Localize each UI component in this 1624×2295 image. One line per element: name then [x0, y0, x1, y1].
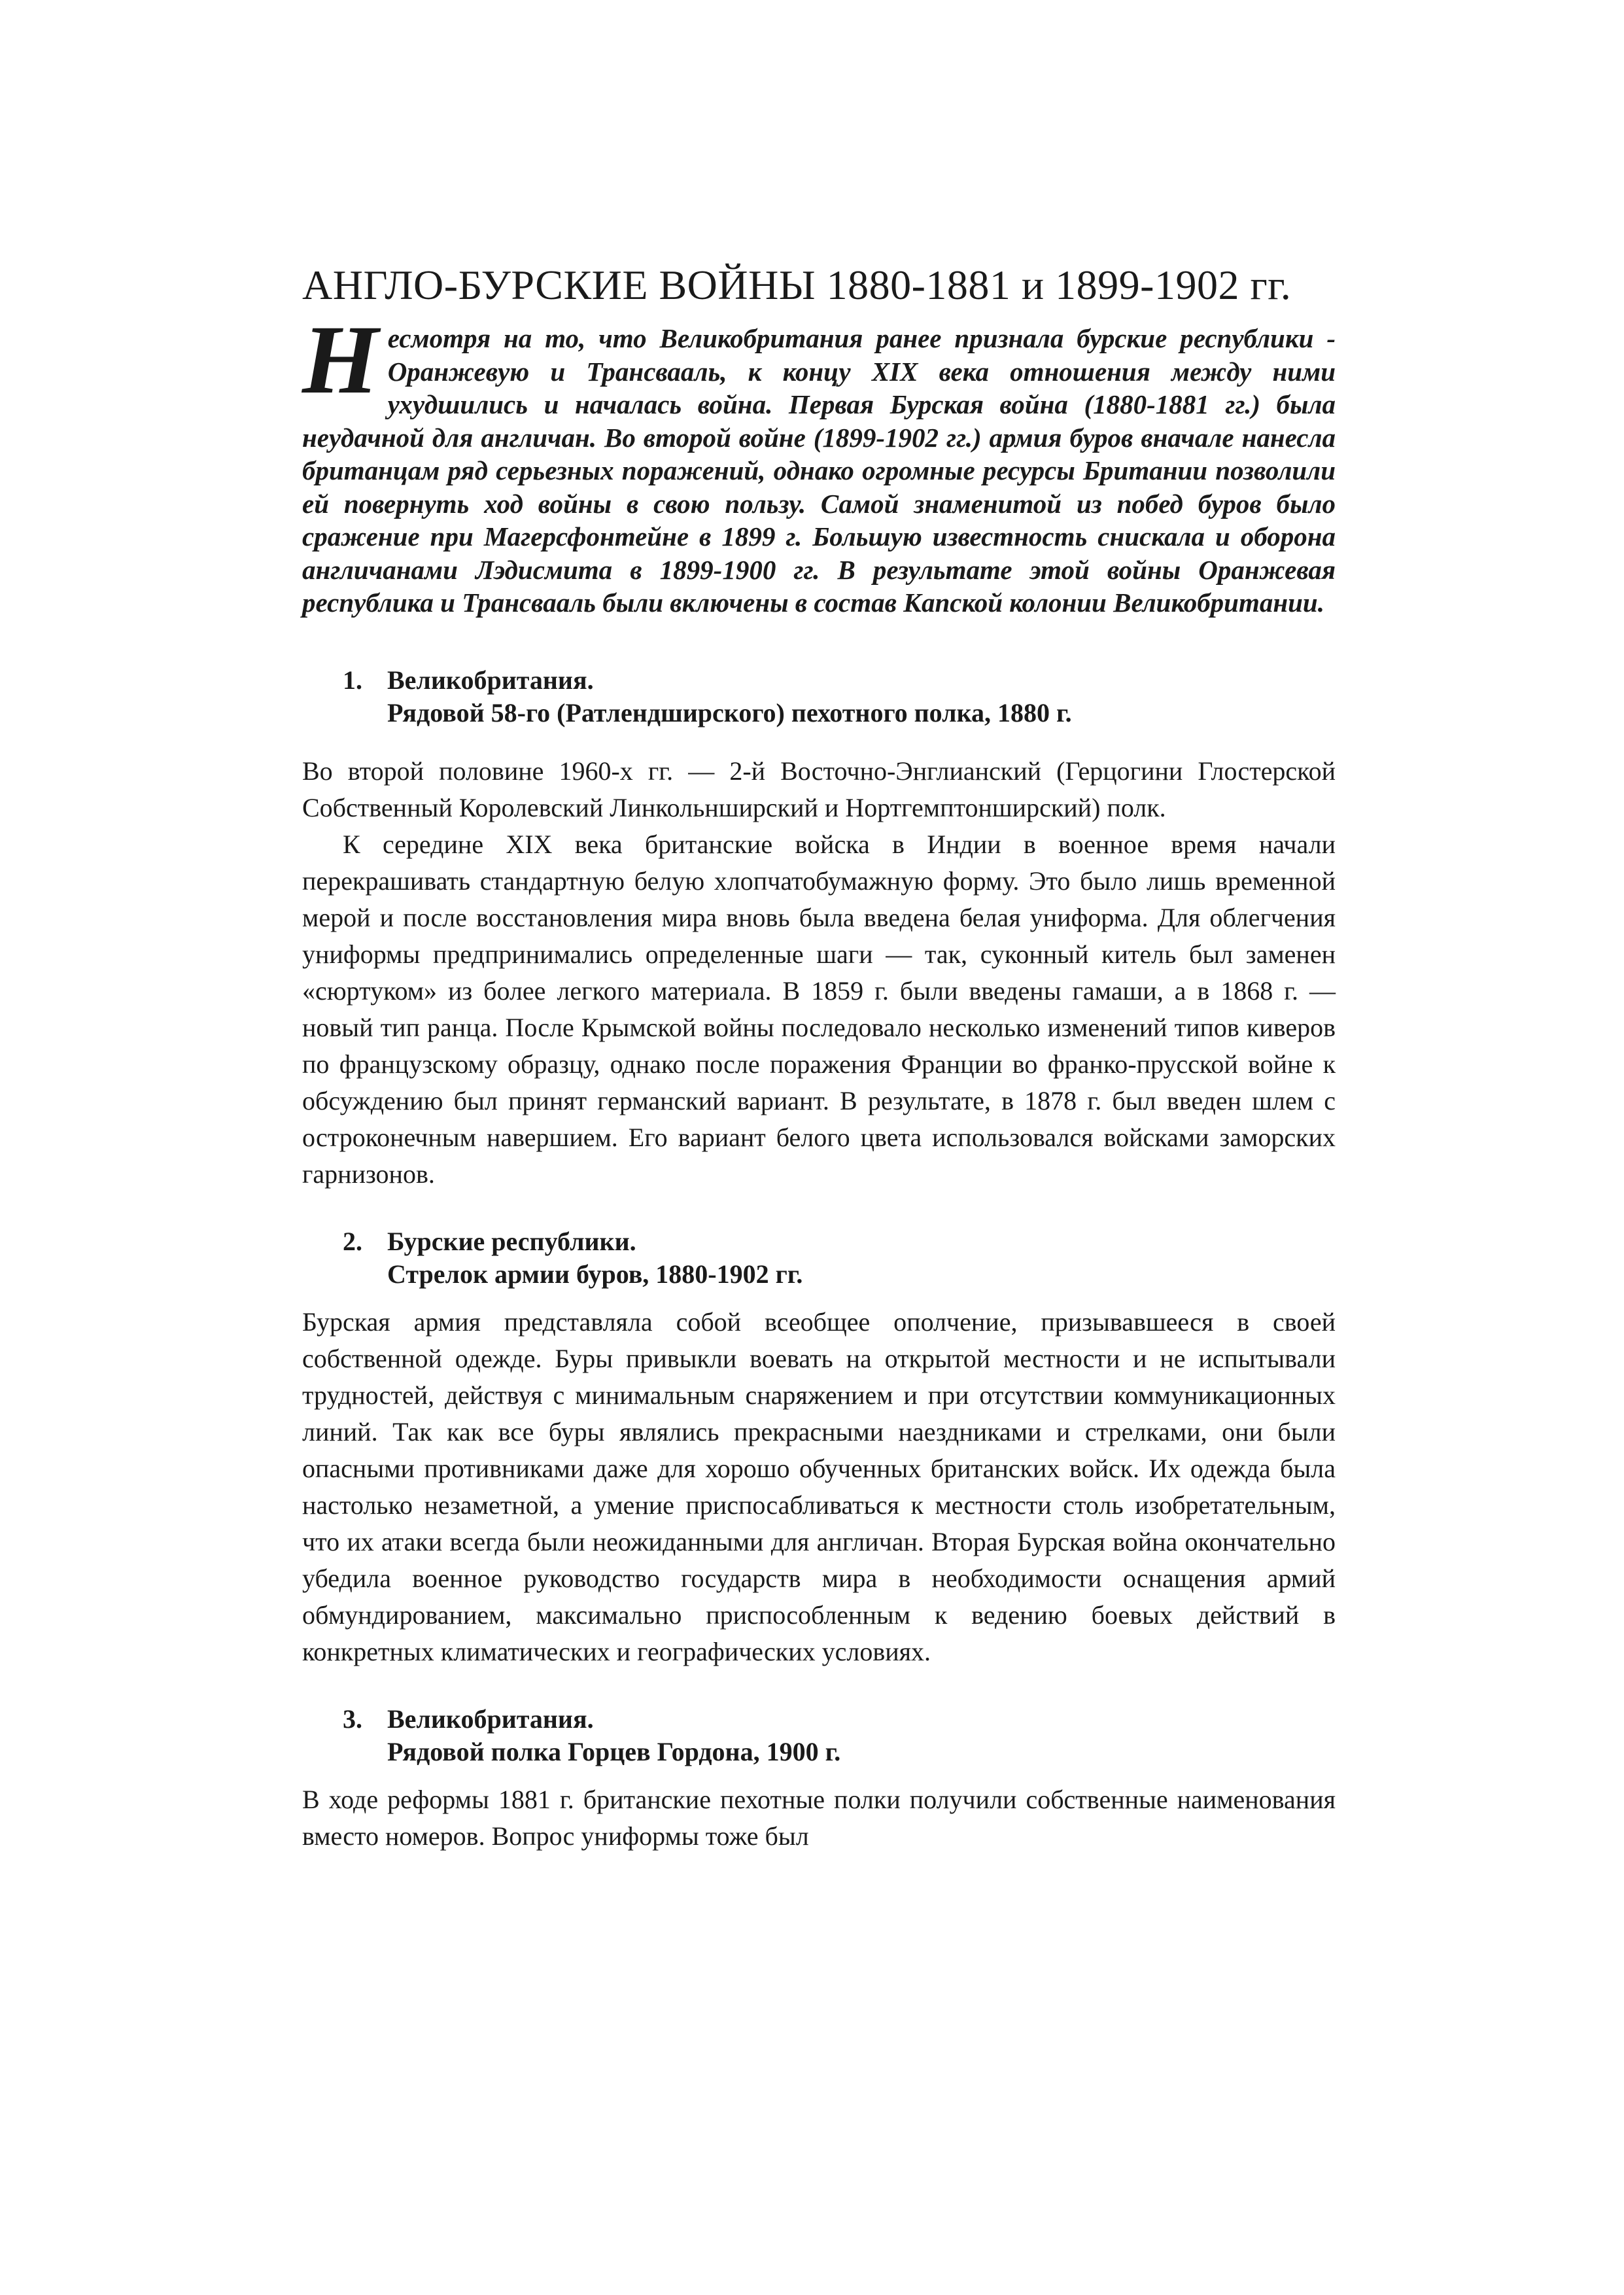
section-subject: Стрелок армии буров, 1880-1902 гг. [387, 1259, 803, 1289]
section-number: 1. [343, 665, 362, 695]
section-country: Великобритания. [387, 665, 594, 695]
section-number: 2. [343, 1226, 362, 1256]
intro-paragraph [302, 306, 1336, 620]
section-paragraph: В ходе реформы 1881 г. британские пехотные полки получили собственные наименования вместо номеров. Вопрос униформы тоже был [302, 1784, 1336, 1851]
section-paragraph: К середине XIX века британские войска в Индии в военное время начали перекрашивать стандартную белую хлопчатобумажную форму. Это было лишь временной мерой и после восстановления мира вновь была введена белая униформа. Для облегчения униформы предпринимались определенные шаги — так, суконный китель был заменен «сюртуком» из более легкого материала. В 1859 г. были введены гамаши, а в 1868 г. — новый тип ранца. После Крымской войны последовало несколько изменений типов киверов по французскому образцу, однако после поражения Франции во франко-прусской войне к обсуждению был принят германский вариант. В результате, в 1878 г. был введен шлем с остроконечным навершием. Его вариант белого цвета использовался войсками заморских гарнизонов. [302, 829, 1336, 1189]
drop-cap: Н [302, 306, 379, 414]
section-1 [302, 664, 1336, 1193]
page-title: АНГЛО-БУРСКИЕ ВОЙНЫ 1880-1881 и 1899-1902 гг. [302, 262, 1292, 308]
section-country: Бурские республики. [387, 1226, 636, 1256]
section-heading [343, 1225, 1336, 1291]
section-3 [302, 1703, 1336, 1855]
section-paragraph: Во второй половине 1960-х гг. — 2-й Восточно-Энглианский (Герцогини Глостерской Собственный Королевский Линкольнширский и Нортгемптонширский) полк. [302, 756, 1336, 822]
section-number: 3. [343, 1704, 362, 1734]
section-subject: Рядовой полка Горцев Гордона, 1900 г. [387, 1736, 841, 1766]
section-country: Великобритания. [387, 1704, 594, 1734]
section-2 [302, 1225, 1336, 1670]
section-paragraph: Бурская армия представляла собой всеобщее ополчение, призывавшееся в своей собственной одежде. Буры привыкли воевать на открытой местности и не испытывали трудностей, действуя с минимальным снаряжением и при отсутствии коммуникационных линий. Так как все буры являлись прекрасными наездниками и стрелками, они были опасными противниками даже для хорошо обученных британских войск. Их одежда была настолько незаметной, а умение приспосабливаться к местности столь изобретательным, что их атаки всегда были неожиданными для англичан. Вторая Бурская война окончательно убедила военное руководство государств мира в необходимости оснащения армий обмундированием, максимально приспособленным к ведению боевых действий в конкретных климатических и географических условиях. [302, 1306, 1336, 1666]
section-subject: Рядовой 58-го (Ратлендширского) пехотного полка, 1880 г. [387, 697, 1072, 727]
document-body [302, 260, 1336, 1855]
section-heading [343, 664, 1336, 729]
intro-text: есмотря на то, что Великобритания ранее признала бурские республики - Оранжевую и Трансвааль, к концу XIX века отношения между ними ухудшились и началась война. Первая Бурская война (1880-1881 гг.) была неудачной для англичан. Во второй войне (1899-1902 гг.) армия буров вначале нанесла британцам ряд серьезных поражений, однако огромные ресурсы Британии позволили ей повернуть ход войны в свою пользу. Самой знаменитой из побед буров было сражение при Магерсфонтейне в 1899 г. Большую известность снискала и оборона англичанами Лэдисмита в 1899-1900 гг. В результате этой войны Оранжевая республика и Трансвааль были включены в состав Капской колонии Великобритании. [302, 323, 1336, 618]
section-heading [343, 1703, 1336, 1768]
